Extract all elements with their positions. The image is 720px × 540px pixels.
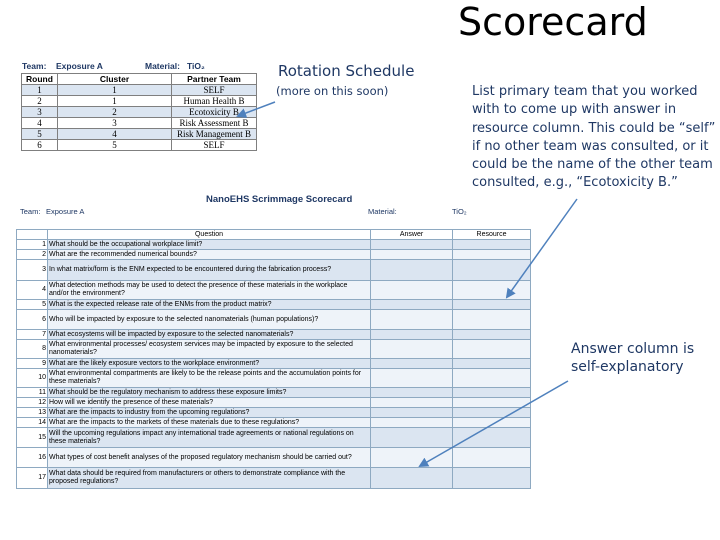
question-cell: What should be the occupational workplace limit?: [48, 240, 371, 250]
cluster-cell: 1: [58, 96, 172, 107]
scorecard-team-label: Team:: [20, 207, 41, 216]
question-cell: What environmental compartments are likely to be the release points and the accumulation points for these materials?: [48, 369, 371, 388]
question-number: 12: [17, 398, 48, 408]
answer-column-note: Answer column is self-explanatory: [571, 341, 695, 375]
question-cell: What environmental processes/ ecosystem services may be impacted by exposure to the selected nanomaterials?: [48, 340, 371, 359]
question-number: 4: [17, 281, 48, 300]
cluster-cell: 1: [58, 85, 172, 96]
rotation-material-value: TiO₂: [187, 61, 205, 71]
question-number: 9: [17, 359, 48, 369]
partner-cell: Human Health B: [172, 96, 257, 107]
question-number: 10: [17, 369, 48, 388]
partner-cell: Risk Management B: [172, 129, 257, 140]
question-cell: What detection methods may be used to detect the presence of these materials in the workplace and/or the environment?: [48, 281, 371, 300]
question-cell: What are the impacts to the markets of these materials due to these regulations?: [48, 418, 371, 428]
scorecard-header-resource: Resource: [453, 230, 531, 240]
resource-column-note: List primary team that you worked with to come up with answer in resource column. This could be “self” if no other team was consulted, or it could be the name of the other team consulted, e.g., “Ecotoxicity B.”: [472, 84, 716, 191]
round-cell: 6: [22, 140, 58, 151]
scorecard-material-value: TiO₂: [452, 207, 467, 216]
question-cell: Will the upcoming regulations impact any international trade agreements or national regulations on these materials?: [48, 428, 371, 448]
partner-cell: Risk Assessment B: [172, 118, 257, 129]
round-cell: 5: [22, 129, 58, 140]
round-cell: 2: [22, 96, 58, 107]
question-cell: What are the impacts to industry from the upcoming regulations?: [48, 408, 371, 418]
partner-cell: Ecotoxicity B: [172, 107, 257, 118]
rotation-material-label: Material:: [145, 61, 180, 71]
arrow-to-rotation-table: [238, 102, 275, 116]
question-number: 3: [17, 260, 48, 281]
cluster-cell: 5: [58, 140, 172, 151]
scorecard-header-question: Question: [48, 230, 371, 240]
cluster-cell: 4: [58, 129, 172, 140]
cluster-cell: 2: [58, 107, 172, 118]
arrow-to-answer-column: [420, 381, 568, 466]
question-number: 11: [17, 388, 48, 398]
question-cell: What should be the regulatory mechanism to address these exposure limits?: [48, 388, 371, 398]
question-number: 8: [17, 340, 48, 359]
question-number: 2: [17, 250, 48, 260]
question-number: 6: [17, 310, 48, 330]
slide-title: Scorecard: [458, 0, 648, 44]
question-cell: What are the recommended numerical bounds?: [48, 250, 371, 260]
scorecard-header-answer: Answer: [371, 230, 453, 240]
question-cell: What is the expected release rate of the ENMs from the product matrix?: [48, 300, 371, 310]
question-cell: Who will be impacted by exposure to the selected nanomaterials (human populations)?: [48, 310, 371, 330]
rotation-schedule-label: Rotation Schedule: [278, 62, 415, 80]
round-cell: 3: [22, 107, 58, 118]
round-cell: 1: [22, 85, 58, 96]
rotation-header-round: Round: [22, 74, 58, 85]
question-number: 1: [17, 240, 48, 250]
question-cell: In what matrix/form is the ENM expected to be encountered during the fabrication process?: [48, 260, 371, 281]
partner-cell: SELF: [172, 140, 257, 151]
partner-cell: SELF: [172, 85, 257, 96]
question-number: 7: [17, 330, 48, 340]
question-cell: What data should be required from manufacturers or others to demonstrate compliance with the proposed regulations?: [48, 468, 371, 489]
round-cell: 4: [22, 118, 58, 129]
rotation-schedule-sub: (more on this soon): [276, 84, 389, 98]
question-number: 14: [17, 418, 48, 428]
question-cell: What are the likely exposure vectors to the workplace environment?: [48, 359, 371, 369]
question-number: 17: [17, 468, 48, 489]
question-cell: What ecosystems will be impacted by exposure to the selected nanomaterials?: [48, 330, 371, 340]
rotation-team-label: Team:: [22, 61, 47, 71]
rotation-header-cluster: Cluster: [58, 74, 172, 85]
rotation-header-partner: Partner Team: [172, 74, 257, 85]
question-cell: How will we identify the presence of these materials?: [48, 398, 371, 408]
rotation-team-value: Exposure A: [56, 61, 103, 71]
question-cell: What types of cost benefit analyses of the proposed regulatory mechanism should be carried out?: [48, 448, 371, 468]
cluster-cell: 3: [58, 118, 172, 129]
scorecard-material-label: Material:: [368, 207, 397, 216]
question-number: 15: [17, 428, 48, 448]
question-number: 13: [17, 408, 48, 418]
question-number: 5: [17, 300, 48, 310]
question-number: 16: [17, 448, 48, 468]
arrow-to-resource-column: [507, 199, 577, 297]
scorecard-title: NanoEHS Scrimmage Scorecard: [206, 194, 353, 205]
scorecard-team-value: Exposure A: [46, 207, 85, 216]
